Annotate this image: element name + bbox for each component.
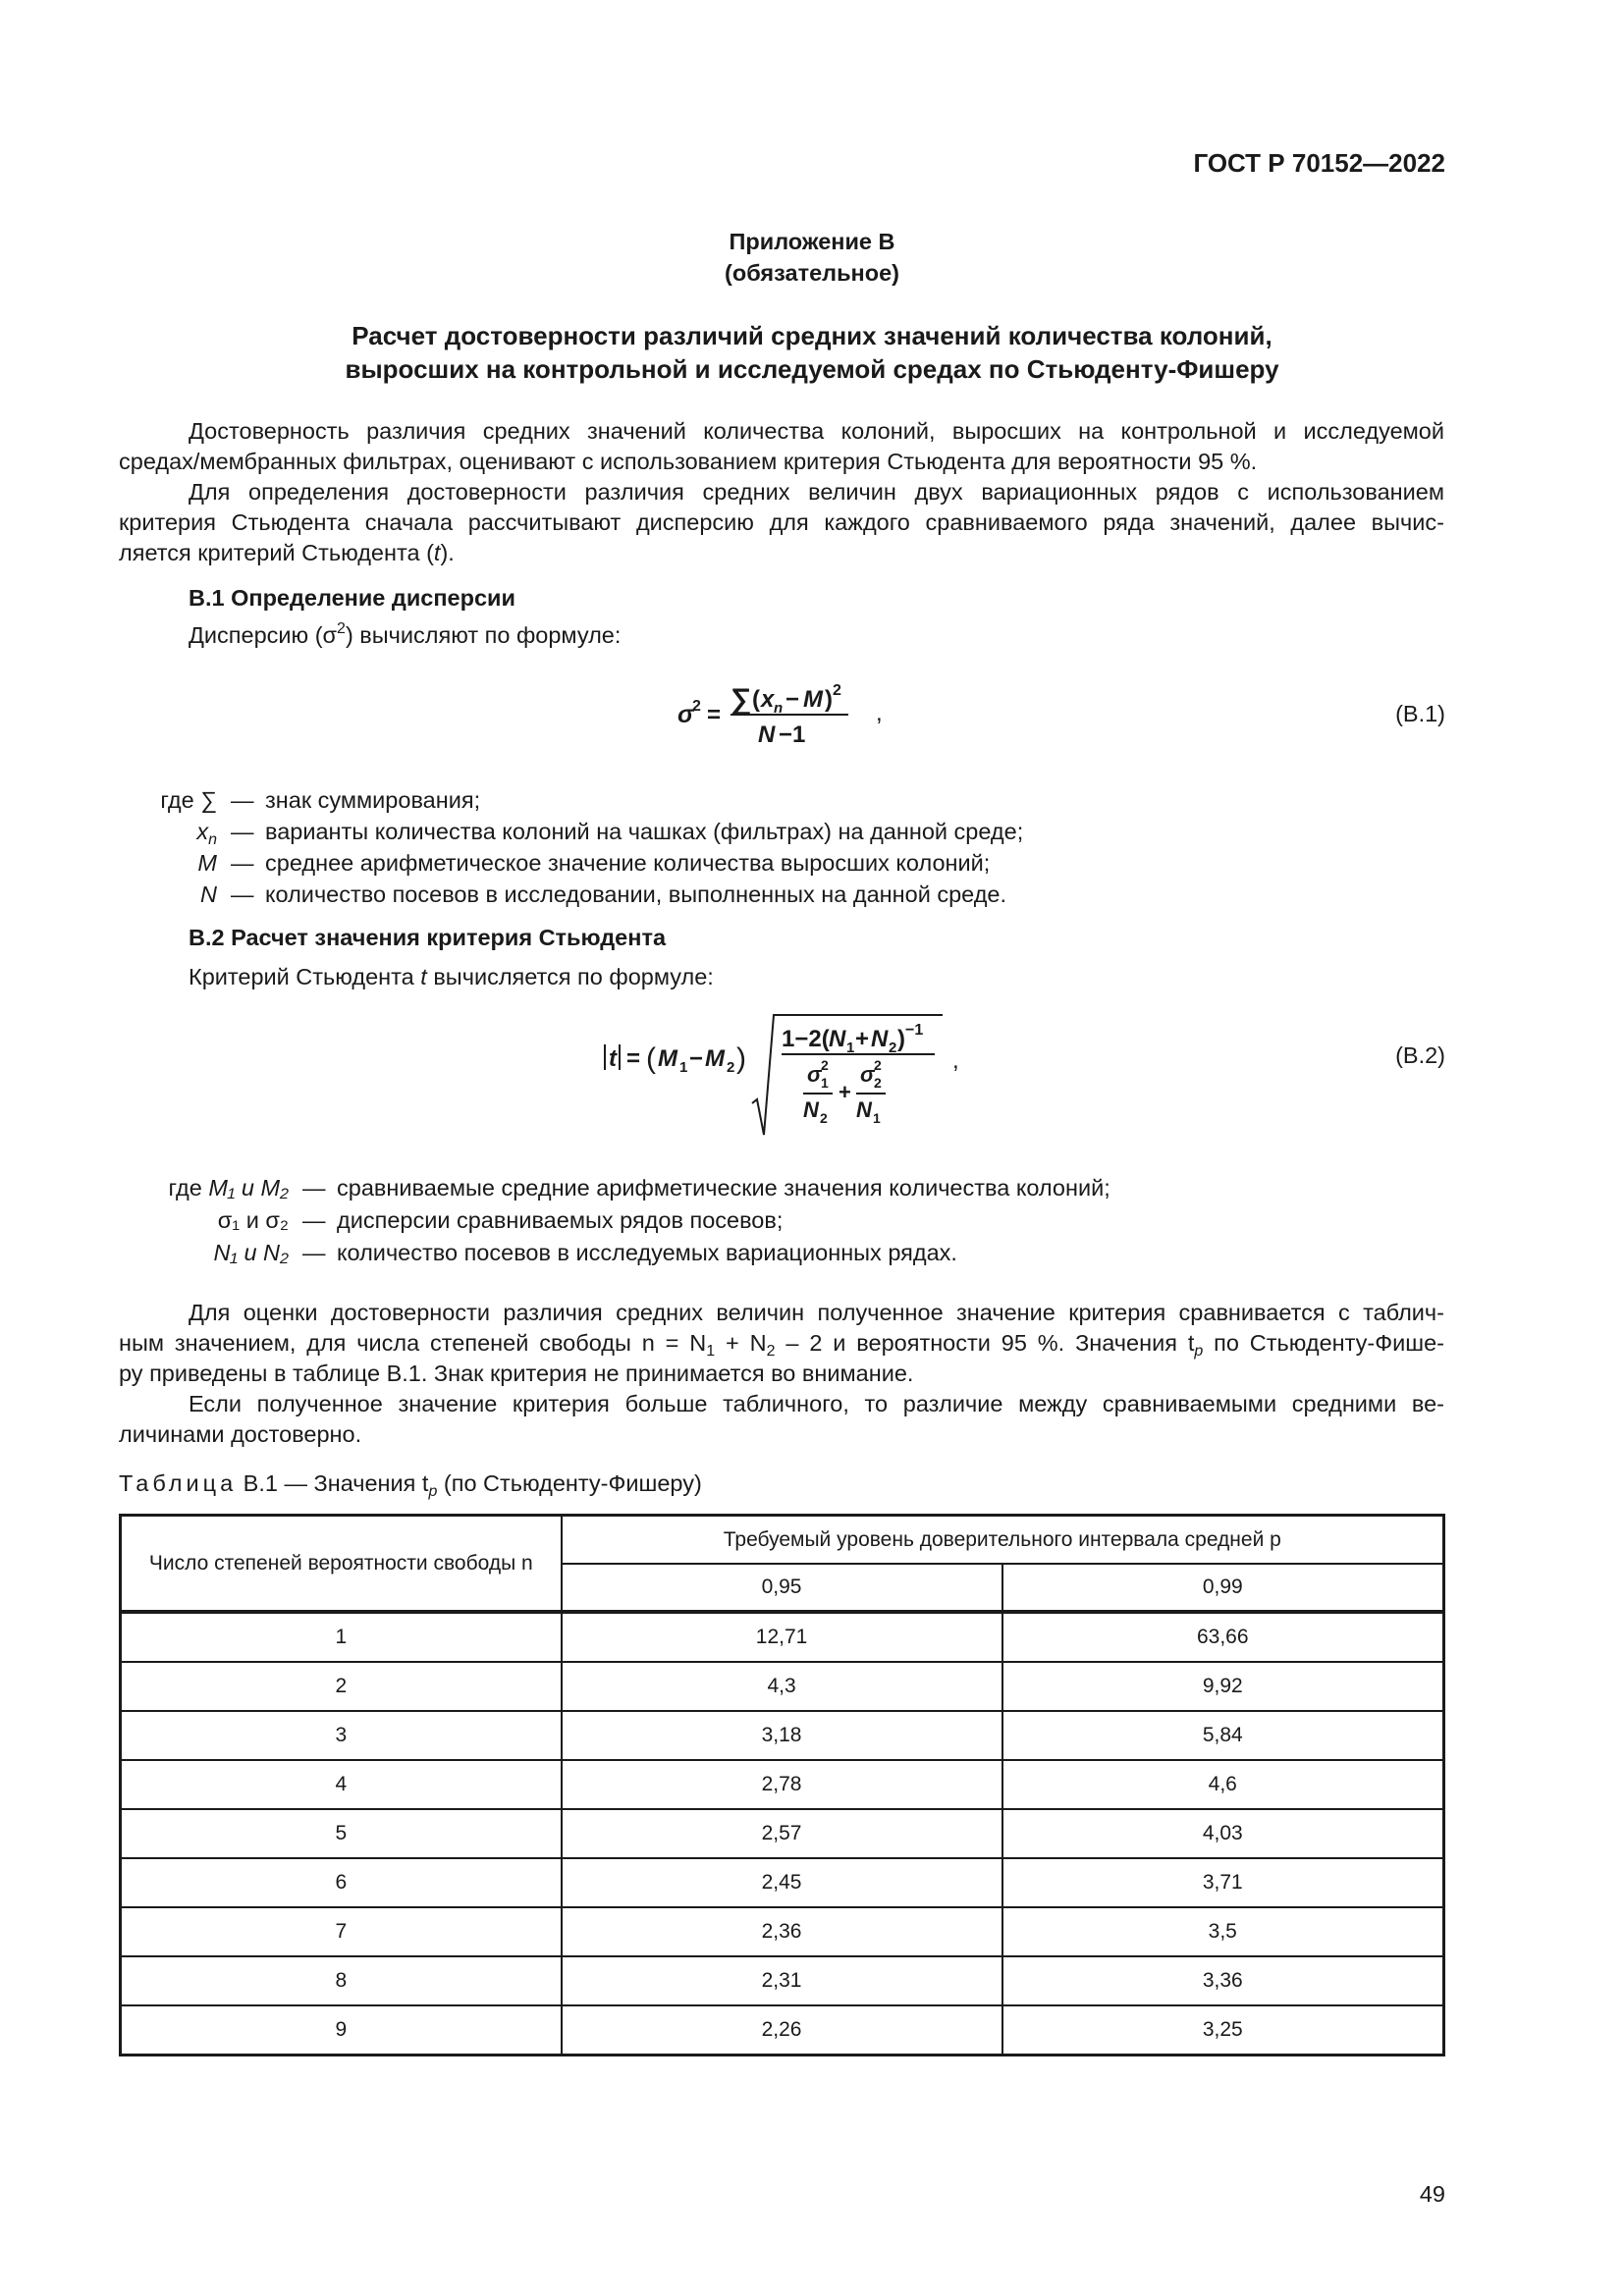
table-cell: 4,6: [1002, 1760, 1444, 1809]
svg-text:−1: −1: [905, 1022, 924, 1039]
main-title-line-2: выросших на контрольной и исследуемой средах по Стьюденту-Фишеру: [345, 354, 1279, 384]
svg-text:N: N: [803, 1097, 819, 1122]
table-cell: 2,31: [562, 1956, 1002, 2005]
appendix-status: (обязательное): [725, 260, 899, 286]
svg-text:N: N: [758, 721, 776, 748]
definition-dash: —: [302, 1175, 326, 1201]
table-cell: 2: [121, 1662, 562, 1711]
text-line: ру приведены в таблице В.1. Знак критерия не принимается во внимание.: [119, 1361, 914, 1386]
appendix-title: Приложение В: [729, 229, 895, 254]
text-line: Если полученное значение критерия больше табличного, то различие между сравниваемыми средними ве-: [189, 1391, 1444, 1416]
table-cell: 5,84: [1002, 1711, 1444, 1760]
text-line: критерия Стьюдента сначала рассчитывают дисперсию для каждого сравниваемого ряда значений, далее вычис-: [119, 509, 1444, 535]
standard-designation: ГОСТ Р 70152—2022: [1193, 148, 1445, 178]
table-cell: 8: [121, 1956, 562, 2005]
table-cell: 2,26: [562, 2005, 1002, 2056]
outro-paragraph-1: [119, 1298, 1444, 1389]
svg-text:M: M: [658, 1045, 677, 1072]
table-cell: 2,78: [562, 1760, 1002, 1809]
formula-b2: [589, 1011, 982, 1144]
table-subheader: 0,95: [562, 1564, 1002, 1612]
definition-term: $x_n$: [196, 819, 217, 848]
definition-text: количество посевов в исследовании, выполненных на данной среде.: [265, 881, 1007, 907]
svg-text:,: ,: [952, 1047, 959, 1074]
svg-text:2: 2: [692, 698, 701, 715]
svg-text:t: t: [609, 1045, 617, 1072]
definition-text: варианты количества колоний на чашках (фильтрах) на данной среде;: [265, 819, 1024, 844]
table-cell: 6: [121, 1858, 562, 1907]
definition-dash: —: [302, 1207, 326, 1233]
svg-text:M: M: [803, 686, 823, 713]
svg-text:σ: σ: [860, 1062, 875, 1087]
table-row: [121, 1858, 1444, 1907]
formula-b1: [668, 677, 903, 756]
table-cell: 12,71: [562, 1612, 1002, 1662]
svg-text:1: 1: [679, 1059, 688, 1076]
svg-text:1: 1: [873, 1110, 881, 1126]
section-b1-lead: Дисперсию $(\sigma^2)$ вычисляют по формуле:: [189, 620, 622, 648]
definition-dash: —: [231, 850, 254, 876]
table-cell: 9,92: [1002, 1662, 1444, 1711]
svg-text:2: 2: [874, 1057, 882, 1073]
main-title-line-1: Расчет достоверности различий средних значений количества колоний,: [352, 321, 1272, 350]
svg-text:2: 2: [833, 682, 841, 699]
table-subheader: 0,99: [1002, 1564, 1444, 1612]
table-cell: 4: [121, 1760, 562, 1809]
svg-text:): ): [897, 1026, 905, 1052]
text-line: Достоверность различия средних значений количества колоний, выросших на контрольной и исследуемой: [189, 418, 1444, 444]
svg-text:,: ,: [876, 700, 883, 726]
svg-text:N: N: [856, 1097, 872, 1122]
table-cell: 1: [121, 1612, 562, 1662]
table-caption: Таблица В.1 — Значения $t_p$ (по Стьюденту-Фишеру): [119, 1470, 702, 1500]
table-row: [121, 1612, 1444, 1662]
table-cell: 7: [121, 1907, 562, 1956]
definition-text: знак суммирования;: [265, 787, 481, 813]
svg-text:M: M: [705, 1045, 725, 1072]
text-line: личинами достоверно.: [119, 1421, 362, 1447]
svg-text:x: x: [761, 686, 775, 713]
svg-text:=: =: [707, 702, 722, 728]
section-heading-b1: В.1 Определение дисперсии: [189, 585, 515, 611]
svg-text:σ: σ: [677, 701, 694, 728]
table-header-confidence: Требуемый уровень доверительного интервала средней p: [562, 1516, 1444, 1565]
svg-text:2: 2: [727, 1059, 735, 1076]
svg-text:N: N: [829, 1026, 846, 1052]
svg-text:(: (: [752, 686, 760, 713]
student-fisher-table: [119, 1514, 1445, 2056]
table-row: [121, 1711, 1444, 1760]
text-line: Для оценки достоверности различия средних величин полученное значение критерия сравнивается с таблич-: [189, 1300, 1444, 1325]
svg-text:2: 2: [889, 1040, 897, 1056]
table-cell: 4,03: [1002, 1809, 1444, 1858]
svg-text:1: 1: [821, 1075, 829, 1091]
svg-text:1−2(: 1−2(: [782, 1026, 830, 1052]
section-b2-lead: Критерий Стьюдента t вычисляется по формуле:: [189, 964, 714, 989]
definition-term: N: [200, 881, 217, 907]
svg-text:−1: −1: [779, 721, 806, 748]
table-row: [121, 2005, 1444, 2056]
table-row: [121, 1809, 1444, 1858]
table-cell: 2,36: [562, 1907, 1002, 1956]
text-line: ляется критерий Стьюдента (t).: [119, 540, 455, 565]
svg-text:n: n: [774, 700, 784, 717]
svg-text:2: 2: [874, 1075, 882, 1091]
table-row: [121, 1760, 1444, 1809]
definition-dash: —: [231, 881, 254, 907]
table-row: [121, 1907, 1444, 1956]
table-cell: 2,45: [562, 1858, 1002, 1907]
outro-paragraph-2: [119, 1389, 1444, 1450]
definition-term: M: [197, 850, 217, 876]
table-cell: 3,36: [1002, 1956, 1444, 2005]
svg-text:−: −: [785, 686, 800, 713]
section-heading-b2: В.2 Расчет значения критерия Стьюдента: [189, 925, 667, 950]
page-number: 49: [1419, 2181, 1445, 2207]
definition-term: где M₁ и M₂: [168, 1175, 289, 1201]
definition-text: дисперсии сравниваемых рядов посевов;: [337, 1207, 784, 1233]
svg-text:): ): [736, 1042, 746, 1075]
table-row: [121, 1956, 1444, 2005]
text-line: средах/мембранных фильтрах, оценивают с использованием критерия Стьюдента для вероятности 95 %.: [119, 449, 1258, 474]
table-cell: 4,3: [562, 1662, 1002, 1711]
intro-paragraph-1: [119, 416, 1444, 477]
definition-dash: —: [302, 1240, 326, 1265]
intro-paragraph-2: [119, 477, 1444, 568]
table-cell: 2,57: [562, 1809, 1002, 1858]
svg-text:2: 2: [821, 1057, 829, 1073]
svg-text:1: 1: [846, 1040, 855, 1056]
definition-term: σ₁ и σ₂: [217, 1207, 289, 1233]
svg-text:): ): [825, 686, 833, 713]
svg-text:σ: σ: [807, 1062, 822, 1087]
svg-text:2: 2: [820, 1110, 828, 1126]
svg-text:−: −: [689, 1045, 704, 1072]
definition-dash: —: [231, 787, 254, 813]
svg-text:=: =: [626, 1045, 641, 1072]
definition-dash: —: [231, 819, 254, 844]
svg-text:N: N: [871, 1026, 889, 1052]
table-cell: 3: [121, 1711, 562, 1760]
definition-text: количество посевов в исследуемых вариационных рядах.: [337, 1240, 957, 1265]
table-cell: 5: [121, 1809, 562, 1858]
definition-text: среднее арифметическое значение количества выросших колоний;: [265, 850, 991, 876]
formula-number-b1: (В.1): [1395, 701, 1445, 726]
svg-text:+: +: [839, 1080, 851, 1104]
table-row: [121, 1662, 1444, 1711]
svg-text:∑: ∑: [731, 683, 752, 716]
table-cell: 3,18: [562, 1711, 1002, 1760]
table-header-degrees: Число степеней вероятности свободы n: [121, 1516, 562, 1613]
table-cell: 9: [121, 2005, 562, 2056]
definition-term: N₁ и N₂: [213, 1240, 289, 1265]
definition-text: сравниваемые средние арифметические значения количества колоний;: [337, 1175, 1110, 1201]
formula-number-b2: (В.2): [1395, 1042, 1445, 1068]
table-cell: 63,66: [1002, 1612, 1444, 1662]
table-cell: 3,25: [1002, 2005, 1444, 2056]
table-cell: 3,71: [1002, 1858, 1444, 1907]
text-line: ным значением, для числа степеней свободы $n = N_1 + N_2 - 2$ и вероятности 95 %. Значения $t_p$ по Стьюденту-Фише-: [119, 1330, 1444, 1360]
table-cell: 3,5: [1002, 1907, 1444, 1956]
text-line: Для определения достоверности различия средних величин двух вариационных рядов с использованием: [189, 479, 1444, 505]
definition-term: где ∑: [160, 787, 217, 813]
svg-text:(: (: [646, 1042, 656, 1075]
svg-text:+: +: [855, 1026, 870, 1052]
